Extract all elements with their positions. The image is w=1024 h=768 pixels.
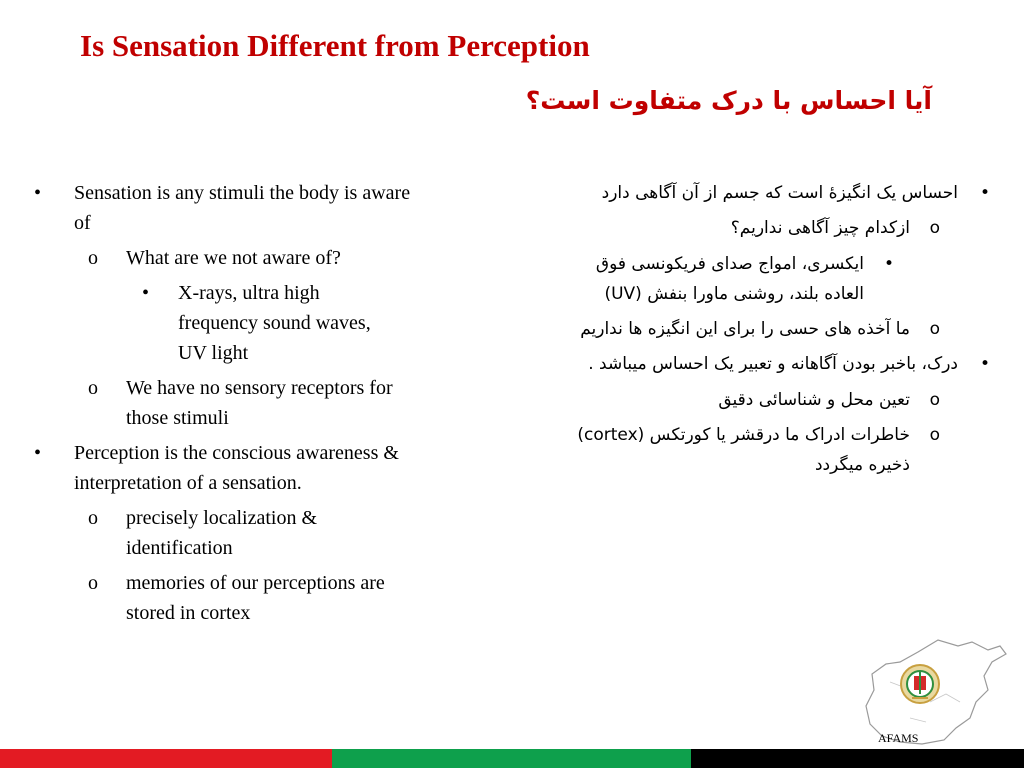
list-item-text: We have no sensory receptors for those stimuli [126, 377, 393, 429]
list-item [30, 568, 425, 628]
bullet-marker: o [929, 319, 940, 339]
list-item [574, 420, 994, 481]
list-item [574, 349, 994, 379]
afams-logo-text: AFAMS [878, 731, 919, 745]
list-item [30, 373, 425, 433]
list-item [30, 243, 425, 273]
bullet-marker: • [142, 282, 150, 304]
bullet-marker: o [88, 247, 98, 269]
list-item [574, 213, 994, 243]
list-item-text: ایکسری، امواج صدای فریکونسی فوق العاده بلند، روشنی ماورا بنفش (UV) [595, 253, 864, 304]
list-item-text: ما آخذه های حسی را برای این انگیزه ها نداریم [580, 319, 910, 339]
footer-bar-black [691, 749, 1024, 768]
list-item-text: تعین محل و شناسائی دقیق [718, 389, 910, 410]
list-item [574, 385, 994, 415]
list-item [30, 438, 425, 498]
bullet-marker: o [929, 218, 940, 239]
list-item-text: ازکدام چیز آگاهی نداریم؟ [730, 218, 910, 239]
bullet-marker: • [34, 442, 42, 464]
list-item [574, 314, 994, 344]
list-item [30, 503, 425, 563]
list-item [30, 178, 425, 238]
bullet-marker: o [929, 389, 940, 410]
bullet-marker: o [88, 572, 98, 594]
list-item-text: Sensation is any stimuli the body is aware of [74, 182, 411, 234]
bullet-marker: o [88, 507, 98, 529]
list-item [574, 249, 994, 310]
bullet-marker: • [979, 183, 990, 203]
list-item-text: memories of our perceptions are stored in cortex [126, 572, 385, 624]
dari-bullet-list [574, 178, 994, 485]
list-item-text: Perception is the conscious awareness & interpretation of a sensation. [74, 442, 399, 494]
slide-subtitle-dari: آیا احساس با درک متفاوت است؟ [525, 86, 932, 115]
list-item-text: What are we not aware of? [126, 247, 341, 269]
footer-bar-red [0, 749, 332, 768]
list-item-text: درک، باخبر بودن آگاهانه و تعبیر یک احساس میباشد . [588, 354, 958, 375]
footer-bar-green [332, 749, 691, 768]
bullet-marker: • [34, 182, 42, 204]
bullet-marker: • [883, 253, 894, 274]
bullet-marker: o [88, 377, 98, 399]
list-item [574, 178, 994, 208]
list-item-text: احساس یک انگیزهٔ است که جسم از آن آگاهی دارد [601, 183, 958, 203]
list-item-text: X-rays, ultra high frequency sound waves, UV light [178, 282, 371, 364]
list-item-text: precisely localization & identification [126, 507, 318, 559]
list-item-text: خاطرات ادراک ما درقشر یا کورتکس (cortex) ذخیره میگردد [577, 424, 910, 475]
list-item [30, 278, 425, 368]
slide-title: Is Sensation Different from Perception [80, 28, 590, 63]
bullet-marker: o [929, 424, 940, 445]
english-bullet-list [30, 178, 425, 633]
bullet-marker: • [979, 354, 990, 375]
